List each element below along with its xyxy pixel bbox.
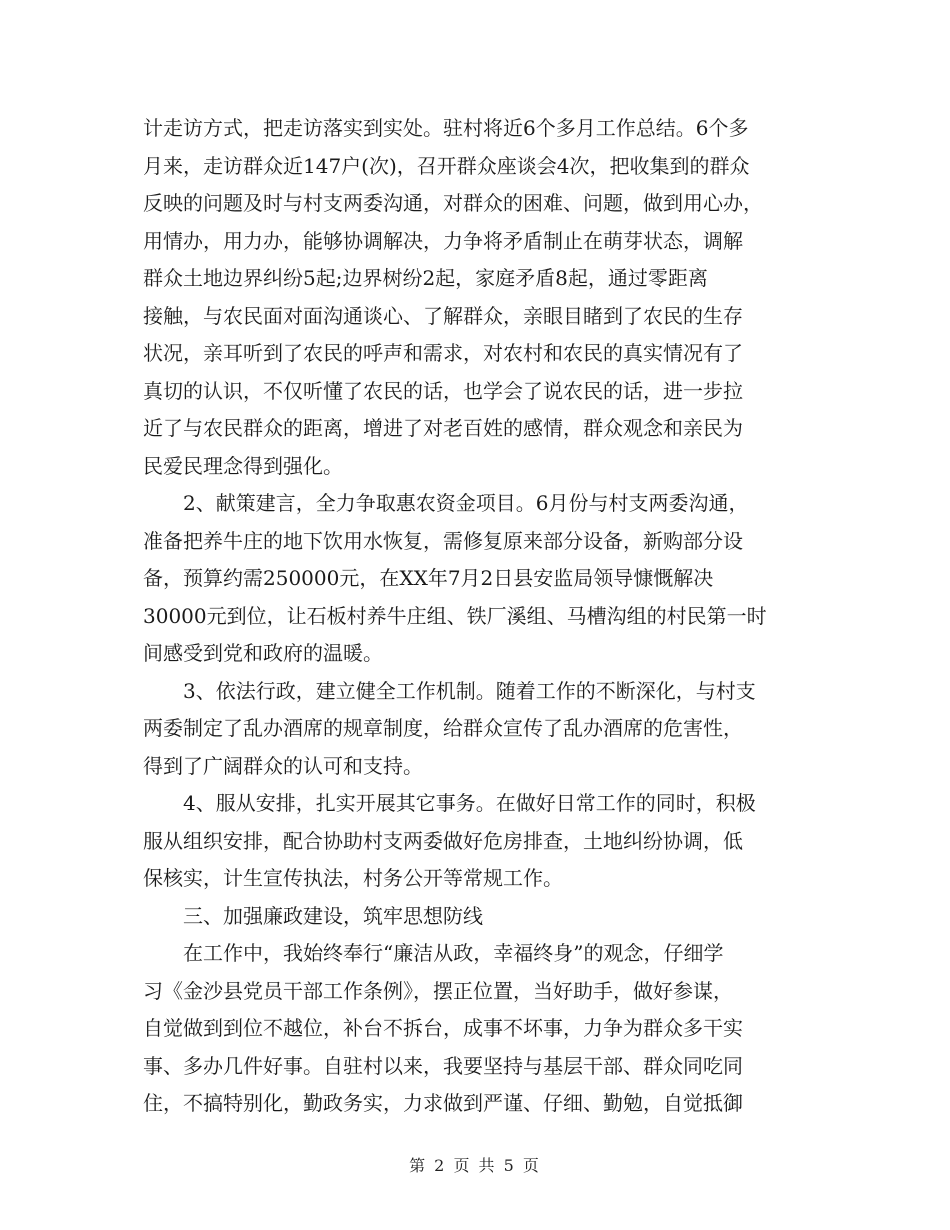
- text-line: 接触，与农民面对面沟通谈心、了解群众，亲眼目睹到了农民的生存: [143, 303, 743, 328]
- text-line: 2、献策建言，全力争取惠农资金项目。6月份与村支两委沟通，: [143, 491, 749, 515]
- text-line: 习《金沙县党员干部工作条例》，摆正位置，当好助手，做好参谋，: [143, 978, 733, 1003]
- text-line: 近了与农民群众的距离，增进了对老百姓的感情，群众观念和亲民为: [143, 416, 743, 440]
- text-line: 反映的问题及时与村支两委沟通，对群众的困难、问题，做到用心办，: [143, 191, 763, 215]
- text-line: 三、加强廉政建设，筑牢思想防线: [143, 903, 483, 928]
- text-line: 用情办，用力办，能够协调解决，力争将矛盾制止在萌芽状态，调解: [143, 228, 743, 253]
- text-line: 真切的认识，不仅听懂了农民的话，也学会了说农民的话，进一步拉: [143, 378, 743, 403]
- text-line: 保核实，计生宣传执法，村务公开等常规工作。: [143, 866, 563, 890]
- text-line: 得到了广阔群众的认可和支持。: [143, 753, 423, 778]
- text-line: 住，不搞特别化，勤政务实，力求做到严谨、仔细、勤勉，自觉抵御: [143, 1091, 743, 1115]
- text-line: 准备把养牛庄的地下饮用水恢复，需修复原来部分设备，新购部分设: [143, 528, 743, 553]
- text-line: 备，预算约需250000元，在XX年7月2日县安监局领导慷慨解决: [143, 566, 714, 590]
- page-footer: 第 2 页 共 5 页: [409, 1156, 541, 1175]
- text-line: 群众土地边界纠纷5起;边界树纷2起，家庭矛盾8起，通过零距离: [143, 266, 708, 290]
- text-line: 事、多办几件好事。自驻村以来，我要坚持与基层干部、群众同吃同: [143, 1053, 743, 1078]
- text-line: 状况，亲耳听到了农民的呼声和需求，对农村和农民的真实情况有了: [143, 341, 743, 365]
- text-line: 月来，走访群众近147户(次)，召开群众座谈会4次，把收集到的群众: [143, 153, 750, 178]
- text-line: 3、依法行政，建立健全工作机制。随着工作的不断深化，与村支: [143, 678, 756, 703]
- text-line: 两委制定了乱办酒席的规章制度，给群众宣传了乱办酒席的危害性，: [143, 716, 743, 740]
- text-line: 4、服从安排，扎实开展其它事务。在做好日常工作的同时，积极: [143, 791, 756, 815]
- text-line: 民爱民理念得到强化。: [143, 453, 343, 478]
- text-line: 30000元到位，让石板村养牛庄组、铁厂溪组、马槽沟组的村民第一时: [143, 603, 767, 628]
- text-line: 服从组织安排，配合协助村支两委做好危房排查，土地纠纷协调，低: [143, 828, 743, 853]
- document-body: [143, 110, 813, 1123]
- text-line: 计走访方式，把走访落实到实处。驻村将近6个多月工作总结。6个多: [143, 116, 749, 140]
- text-line: 间感受到党和政府的温暖。: [143, 641, 383, 665]
- text-line: 在工作中，我始终奉行“廉洁从政，幸福终身”的观念，仔细学: [143, 941, 724, 965]
- text-line: 自觉做到到位不越位，补台不拆台，成事不坏事，力争为群众多干实: [143, 1016, 743, 1040]
